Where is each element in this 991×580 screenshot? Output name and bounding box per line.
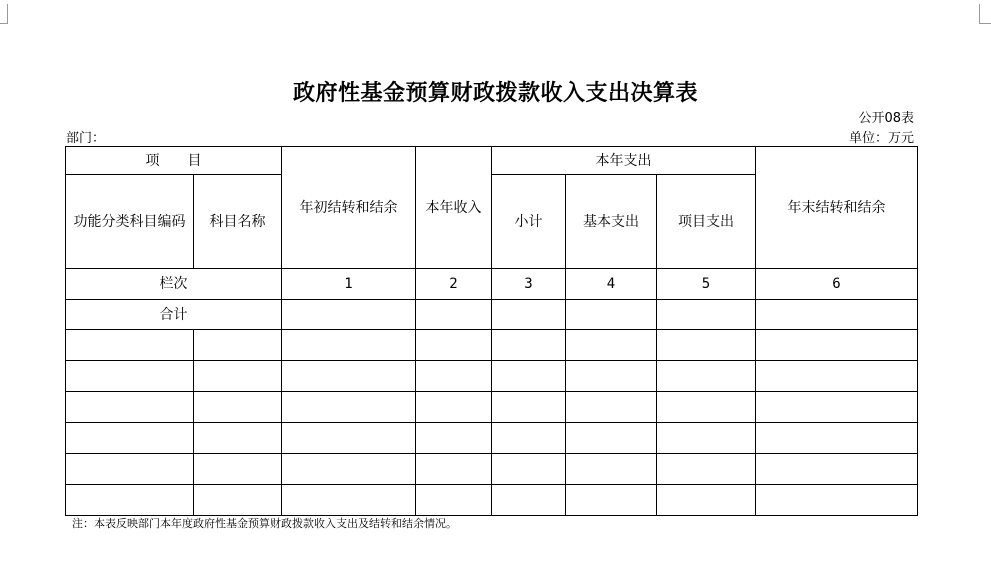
footnote: 注：本表反映部门本年度政府性基金预算财政拨款收入支出及结转和结余情况。	[72, 517, 457, 530]
crop-mark-top-left	[7, 4, 8, 24]
header-func-code: 功能分类科目编码	[66, 175, 194, 269]
table-cell	[282, 361, 416, 392]
column-number: 6	[756, 269, 918, 300]
page-title: 政府性基金预算财政拨款收入支出决算表	[292, 81, 698, 106]
table-cell	[756, 454, 918, 485]
table-cell	[657, 330, 756, 361]
table-cell	[66, 485, 194, 516]
table-row	[66, 361, 918, 392]
header-begin-balance: 年初结转和结余	[282, 147, 416, 269]
table-cell	[756, 361, 918, 392]
table-cell	[194, 361, 282, 392]
table-cell	[416, 330, 492, 361]
table-row	[66, 330, 918, 361]
table-row	[66, 454, 918, 485]
row-total-label: 合计	[66, 300, 282, 330]
header-subject-name: 科目名称	[194, 175, 282, 269]
table-cell	[282, 392, 416, 423]
table-cell	[492, 330, 566, 361]
department-label: 部门：	[66, 131, 106, 146]
header-end-balance: 年末结转和结余	[756, 147, 918, 269]
header-subtotal: 小计	[492, 175, 566, 269]
table-cell	[282, 330, 416, 361]
form-number: 公开08表	[858, 111, 914, 126]
table-cell	[657, 454, 756, 485]
table-cell	[657, 392, 756, 423]
table-cell	[416, 300, 492, 330]
table-cell	[194, 392, 282, 423]
table-cell	[66, 454, 194, 485]
table-cell	[492, 300, 566, 330]
table-cell	[416, 485, 492, 516]
table-cell	[66, 423, 194, 454]
table-cell	[492, 361, 566, 392]
table-cell	[756, 330, 918, 361]
unit-label: 单位：万元	[848, 131, 914, 146]
table-cell	[566, 423, 657, 454]
table-cell	[194, 485, 282, 516]
header-project-expense: 项目支出	[657, 175, 756, 269]
table-cell	[416, 423, 492, 454]
header-basic-expense: 基本支出	[566, 175, 657, 269]
crop-mark-top-left-h	[0, 23, 8, 24]
table-cell	[756, 423, 918, 454]
table-cell	[416, 361, 492, 392]
table-cell	[66, 361, 194, 392]
budget-table	[65, 146, 918, 516]
table-cell	[756, 300, 918, 330]
table-cell	[566, 485, 657, 516]
table-cell	[282, 300, 416, 330]
column-number: 5	[657, 269, 756, 300]
table-cell	[566, 300, 657, 330]
table-cell	[566, 361, 657, 392]
table-cell	[756, 485, 918, 516]
row-column-no-label: 栏次	[66, 269, 282, 300]
column-number: 2	[416, 269, 492, 300]
column-number: 4	[566, 269, 657, 300]
table-row	[66, 485, 918, 516]
table-cell	[756, 392, 918, 423]
table-cell	[492, 423, 566, 454]
table-cell	[282, 423, 416, 454]
table-row	[66, 392, 918, 423]
table-cell	[282, 485, 416, 516]
column-number: 1	[282, 269, 416, 300]
table-cell	[657, 300, 756, 330]
table-cell	[657, 423, 756, 454]
column-number: 3	[492, 269, 566, 300]
crop-mark-top-right-h	[979, 23, 991, 24]
table-cell	[194, 423, 282, 454]
table-cell	[492, 392, 566, 423]
table-row	[66, 423, 918, 454]
header-year-income: 本年收入	[416, 147, 492, 269]
table-cell	[657, 485, 756, 516]
table-cell	[416, 392, 492, 423]
table-cell	[282, 454, 416, 485]
crop-mark-top-right	[979, 4, 980, 24]
table-cell	[657, 361, 756, 392]
table-cell	[194, 454, 282, 485]
table-cell	[492, 485, 566, 516]
table-cell	[566, 330, 657, 361]
table-cell	[194, 330, 282, 361]
table-cell	[416, 454, 492, 485]
header-item: 项 目	[66, 147, 282, 175]
table-cell	[492, 454, 566, 485]
table-cell	[66, 392, 194, 423]
table-cell	[566, 454, 657, 485]
header-year-expense: 本年支出	[492, 147, 756, 175]
table-cell	[66, 330, 194, 361]
table-cell	[566, 392, 657, 423]
